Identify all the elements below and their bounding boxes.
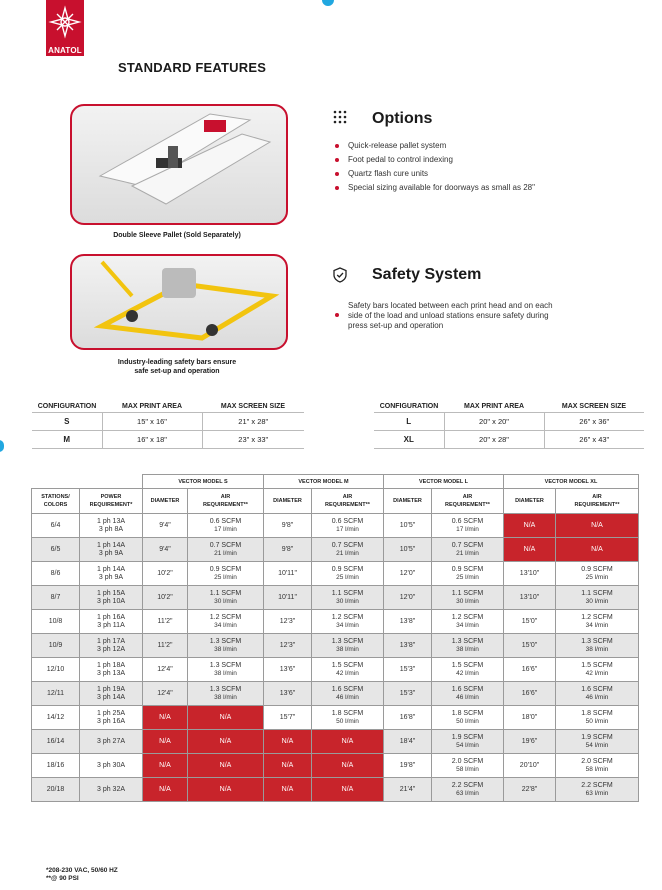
table-cell: 1.6 SCFM 46 l/min [432,682,504,706]
table-cell: 1.5 SCFM 42 l/min [432,658,504,682]
table-row: M 16" x 18" 23" x 33" [32,431,304,449]
table-row [32,562,639,586]
table-cell: N/A [264,778,312,802]
table-cell: 10'11" [264,562,312,586]
table-cell: 3 ph 27A [80,730,143,754]
table-cell: 1.1 SCFM 30 l/min [188,586,264,610]
table-cell: N/A [188,706,264,730]
table-row [32,634,639,658]
table-cell: 1.2 SCFM 34 l/min [312,610,384,634]
table-cell: 0.7 SCFM 21 l/min [312,538,384,562]
table-cell: N/A [143,754,188,778]
table-cell: N/A [188,778,264,802]
column-header: CONFIGURATION [379,403,439,410]
table-row [32,658,639,682]
table-cell: 0.7 SCFM 21 l/min [188,538,264,562]
table-cell: 1.5 SCFM 42 l/min [312,658,384,682]
table-cell: 1.3 SCFM 38 l/min [188,658,264,682]
table-row: S 15" x 16" 21" x 28" [32,413,304,431]
table-cell: 8/6 [32,562,80,586]
safety-bar-photo [70,254,288,350]
table-cell: 15'3" [384,658,432,682]
table-cell: 16'8" [384,706,432,730]
table-cell: 2.0 SCFM 58 l/min [432,754,504,778]
table-row [32,730,639,754]
table-cell: 1.3 SCFM 38 l/min [312,634,384,658]
table-row [32,586,639,610]
table-cell: 1.1 SCFM 30 l/min [312,586,384,610]
logo-star-icon [46,0,84,46]
model-header: VECTOR MODEL M [264,475,384,489]
table-cell: 10'5" [384,514,432,538]
table-cell: 1.5 SCFM 42 l/min [556,658,639,682]
table-cell: 1.3 SCFM 38 l/min [432,634,504,658]
table-cell: N/A [312,778,384,802]
table-cell: 18'0" [504,706,556,730]
table-cell: 16'6" [504,682,556,706]
table-cell: N/A [264,754,312,778]
table-cell: 10'11" [264,586,312,610]
page-title: STANDARD FEATURES [118,60,267,75]
table-cell: 15'0" [504,610,556,634]
table-cell: N/A [188,754,264,778]
table-cell: 1.2 SCFM 34 l/min [556,610,639,634]
column-header: DIAMETER [504,489,556,514]
table-cell: N/A [312,754,384,778]
table-cell: 2.0 SCFM 58 l/min [556,754,639,778]
table-cell: 22'8" [504,778,556,802]
column-header: STATIONS/ COLORS [32,489,80,514]
config-table-right [374,401,644,449]
table-cell: 1 ph 15A 3 ph 10A [80,586,143,610]
pallet-photo [70,104,288,225]
grid-dots-icon [333,110,347,129]
table-row [32,754,639,778]
table-cell: N/A [556,514,639,538]
table-cell: 12/10 [32,658,80,682]
table-cell: 0.9 SCFM 25 l/min [188,562,264,586]
safety-title: Safety System [372,266,482,283]
table-cell: 1.3 SCFM 38 l/min [188,682,264,706]
table-cell: N/A [504,538,556,562]
table-row [32,778,639,802]
column-header: AIR REQUIREMENT** [312,489,384,514]
table-cell: 0.9 SCFM 25 l/min [312,562,384,586]
table-cell: 13'6" [264,658,312,682]
column-header: AIR REQUIREMENT** [188,489,264,514]
bullet-dot [335,313,339,317]
column-header: CONFIGURATION [37,403,97,410]
specifications-table [31,474,639,802]
column-header: MAX PRINT AREA [121,403,183,410]
table-cell: 9'8" [264,538,312,562]
header-row [32,475,639,489]
table-cell: 1 ph 14A 3 ph 9A [80,562,143,586]
table-cell: 10/8 [32,610,80,634]
table-cell: 11'2" [143,634,188,658]
model-header: VECTOR MODEL S [143,475,264,489]
image-caption: Double Sleeve Pallet (Sold Separately) [113,232,241,239]
table-cell: 18'4" [384,730,432,754]
table-cell: 0.7 SCFM 21 l/min [432,538,504,562]
table-cell: 16'6" [504,658,556,682]
table-cell: N/A [188,730,264,754]
table-cell: 13'8" [384,610,432,634]
table-row: L 20" x 20" 26" x 36" [374,413,644,431]
table-cell: 12'4" [143,658,188,682]
table-cell: 1.3 SCFM 38 l/min [556,634,639,658]
table-cell: 1 ph 18A 3 ph 13A [80,658,143,682]
table-cell: 20'10" [504,754,556,778]
table-cell: 6/5 [32,538,80,562]
options-list [333,139,643,195]
table-cell: 1.9 SCFM 54 l/min [556,730,639,754]
options-title: Options [372,110,433,127]
table-cell: 9'8" [264,514,312,538]
table-cell: 1.8 SCFM 50 l/min [312,706,384,730]
safety-bar-illustration [72,256,286,348]
shield-check-icon [333,267,347,288]
table-row [32,538,639,562]
table-cell: N/A [504,514,556,538]
table-cell: 1.8 SCFM 50 l/min [556,706,639,730]
table-cell: 16/14 [32,730,80,754]
table-cell: 13'10" [504,586,556,610]
table-cell: 0.6 SCFM 17 l/min [312,514,384,538]
table-cell: N/A [264,730,312,754]
model-header: VECTOR MODEL XL [504,475,639,489]
table-cell: 10/9 [32,634,80,658]
table-cell: 1 ph 14A 3 ph 9A [80,538,143,562]
table-cell: 13'6" [264,682,312,706]
table-cell: 6/4 [32,514,80,538]
table-cell: 0.9 SCFM 25 l/min [432,562,504,586]
list-item: Quartz flash cure units [333,167,643,181]
table-cell: 12'4" [143,682,188,706]
config-table-left [32,401,304,449]
table-cell: 1 ph 19A 3 ph 14A [80,682,143,706]
table-cell: 0.6 SCFM 17 l/min [432,514,504,538]
table-cell: 11'2" [143,610,188,634]
table-cell: 12'3" [264,610,312,634]
table-cell: 10'5" [384,538,432,562]
column-header: DIAMETER [264,489,312,514]
table-row [32,682,639,706]
column-header: MAX PRINT AREA [463,403,525,410]
image-caption: Industry-leading safety bars ensure safe set-up and operation [117,359,237,375]
list-item: Special sizing available for doorways as small as 28" [333,181,643,195]
model-header: VECTOR MODEL L [384,475,504,489]
table-cell: 1 ph 16A 3 ph 11A [80,610,143,634]
column-header: AIR REQUIREMENT** [432,489,504,514]
column-header: DIAMETER [143,489,188,514]
table-cell: 13'10" [504,562,556,586]
table-cell: N/A [312,730,384,754]
table-cell: 3 ph 30A [80,754,143,778]
table-cell: N/A [143,706,188,730]
table-cell: 15'0" [504,634,556,658]
table-cell: 18/16 [32,754,80,778]
table-cell: 19'8" [384,754,432,778]
table-cell: 12'3" [264,634,312,658]
table-row: XL 20" x 28" 26" x 43" [374,431,644,449]
table-cell: 1.6 SCFM 46 l/min [556,682,639,706]
table-cell: 20/18 [32,778,80,802]
table-cell: 0.9 SCFM 25 l/min [556,562,639,586]
table-cell: 1.9 SCFM 54 l/min [432,730,504,754]
table-cell: 19'6" [504,730,556,754]
table-cell: N/A [143,730,188,754]
table-cell: 3 ph 32A [80,778,143,802]
table-cell: 13'8" [384,634,432,658]
table-cell: 12'0" [384,562,432,586]
table-cell: 1 ph 25A 3 ph 16A [80,706,143,730]
table-row [32,706,639,730]
decorative-dot [0,440,4,452]
table-cell: 1.2 SCFM 34 l/min [188,610,264,634]
table-row [32,514,639,538]
table-row [32,610,639,634]
table-cell: 1.1 SCFM 30 l/min [432,586,504,610]
table-cell: 8/7 [32,586,80,610]
table-cell: 15'3" [384,682,432,706]
safety-description: Safety bars located between each print head and on each side of the load and unload stations ensure safety during press set-up and operation [348,301,553,330]
table-cell: 1.6 SCFM 46 l/min [312,682,384,706]
table-cell: 1.2 SCFM 34 l/min [432,610,504,634]
table-cell: 9'4" [143,514,188,538]
column-header: DIAMETER [384,489,432,514]
table-cell: 2.2 SCFM 63 l/min [556,778,639,802]
column-header: MAX SCREEN SIZE [561,403,627,410]
pallet-illustration [72,106,286,223]
table-cell: 1.1 SCFM 30 l/min [556,586,639,610]
column-header: MAX SCREEN SIZE [220,403,286,410]
table-cell: N/A [556,538,639,562]
list-item: Quick-release pallet system [333,139,643,153]
table-cell: 15'7" [264,706,312,730]
list-item: Foot pedal to control indexing [333,153,643,167]
table-cell: 12'0" [384,586,432,610]
footnotes: *208-230 VAC, 50/60 HZ **@ 90 PSI [46,867,118,882]
decorative-dot [322,0,334,6]
table-cell: N/A [143,778,188,802]
table-cell: 1.3 SCFM 38 l/min [188,634,264,658]
table-cell: 1 ph 13A 3 ph 8A [80,514,143,538]
table-cell: 1 ph 17A 3 ph 12A [80,634,143,658]
table-cell: 21'4" [384,778,432,802]
column-header: AIR REQUIREMENT** [556,489,639,514]
header-row [32,489,639,514]
table-cell: 1.8 SCFM 50 l/min [432,706,504,730]
table-cell: 14/12 [32,706,80,730]
table-cell: 10'2" [143,562,188,586]
table-cell: 2.2 SCFM 63 l/min [432,778,504,802]
brand-name: ANATOL [48,46,82,55]
table-cell: 0.6 SCFM 17 l/min [188,514,264,538]
table-cell: 12/11 [32,682,80,706]
column-header: POWER REQUIREMENT* [80,489,143,514]
table-cell: 9'4" [143,538,188,562]
table-cell: 10'2" [143,586,188,610]
